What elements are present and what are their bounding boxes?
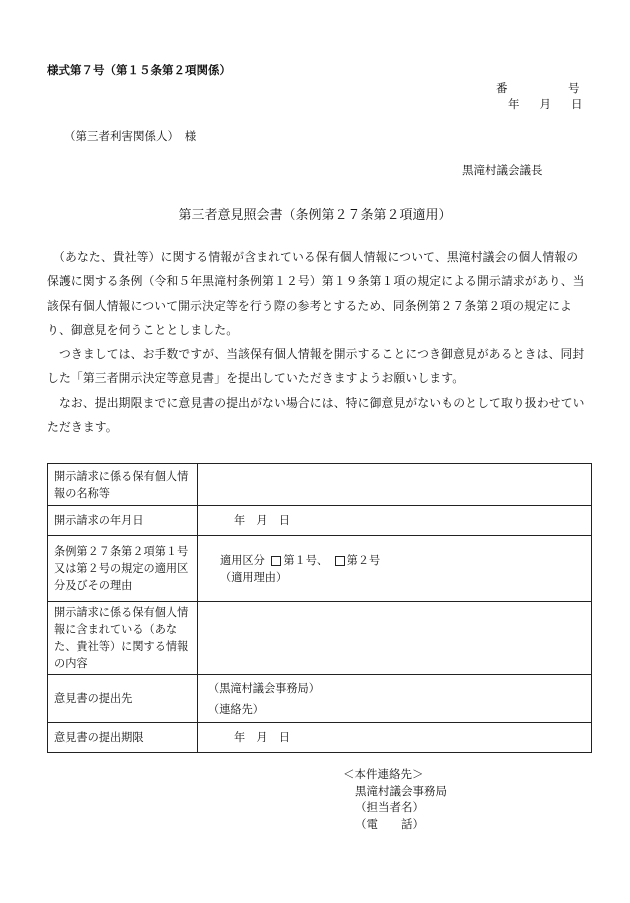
table-value-info-name [198, 464, 592, 506]
table-value-submission-deadline: 年 月 日 [198, 723, 592, 753]
contact-heading: ＜本件連絡先＞ [343, 767, 424, 781]
table-value-application-category [198, 536, 592, 602]
contact-office: 黒滝村議会事務局 [355, 783, 447, 798]
body-text [47, 245, 587, 439]
table-label-submission-destination: 意見書の提出先 [48, 675, 198, 723]
paragraph-3: なお、提出期限までに意見書の提出がない場合には、特に御意見がないものとして取り扱わせていただきます。 [47, 395, 585, 435]
table-label-submission-deadline: 意見書の提出期限 [48, 723, 198, 753]
table-row [48, 602, 592, 675]
document-number-suffix: 号 [568, 81, 580, 95]
table-value-submission-destination [198, 675, 592, 723]
information-table [47, 463, 592, 753]
table-label-info-content: 開示請求に係る保有個人情報に含まれている（あなた、貴社等）に関する情報の内容 [48, 602, 198, 675]
document-title: 第三者意見照会書（条例第２７条第２項適用） [178, 208, 452, 223]
table-row [48, 464, 592, 506]
category-options [220, 552, 585, 569]
paragraph-2: つきましては、お手数ですが、当該保有個人情報を開示することにつき御意見があるときは、同封した「第三者開示決定等意見書」を提出していただきますようお願いします。 [47, 347, 585, 386]
category-prefix: 適用区分 [220, 553, 265, 567]
table-value-info-content [198, 602, 592, 675]
destination-contact: （連絡先） [208, 702, 264, 716]
paragraph-1: （あなた、貴社等）に関する情報が含まれている保有個人情報について、黒滝村議会の個人情報の保護に関する条例（令和５年黒滝村条例第１２号）第１９条第１項の規定による開示請求があり、当該保有個人情報について開示決定等を行う際の参考とするため、同条例第２７条第２項の規定により、御意見を伺うこととしました。 [47, 250, 585, 337]
table-value-request-date: 年 月 日 [198, 506, 592, 536]
table-row [48, 723, 592, 753]
document-date [508, 96, 583, 112]
category-reason: （適用理由） [220, 570, 288, 584]
table-label-application-category: 条例第２７条第２項第１号又は第２号の規定の適用区分及びその理由 [48, 536, 198, 602]
table-label-request-date: 開示請求の年月日 [48, 506, 198, 536]
contact-person: （担当者名） [355, 800, 424, 814]
form-number: 様式第７号（第１５条第２項関係） [47, 63, 231, 77]
table-row [48, 506, 592, 536]
checkbox-icon[interactable] [335, 556, 345, 566]
date-day: 日 [571, 97, 583, 111]
category-option-2: 第２号 [346, 553, 381, 567]
table-label-info-name: 開示請求に係る保有個人情報の名称等 [48, 464, 198, 506]
category-option-1: 第１号、 [283, 553, 329, 567]
recipient: （第三者利害関係人） 様 [64, 129, 197, 143]
date-year: 年 [508, 97, 520, 111]
table-row [48, 675, 592, 723]
table-row [48, 536, 592, 602]
destination-office: （黒滝村議会事務局） [208, 681, 320, 695]
checkbox-icon[interactable] [271, 556, 281, 566]
sender: 黒滝村議会議長 [462, 163, 543, 177]
document-number-label: 番 [496, 81, 508, 95]
date-month: 月 [539, 97, 551, 111]
contact-info [343, 766, 447, 832]
contact-phone: （電 話） [355, 816, 424, 831]
